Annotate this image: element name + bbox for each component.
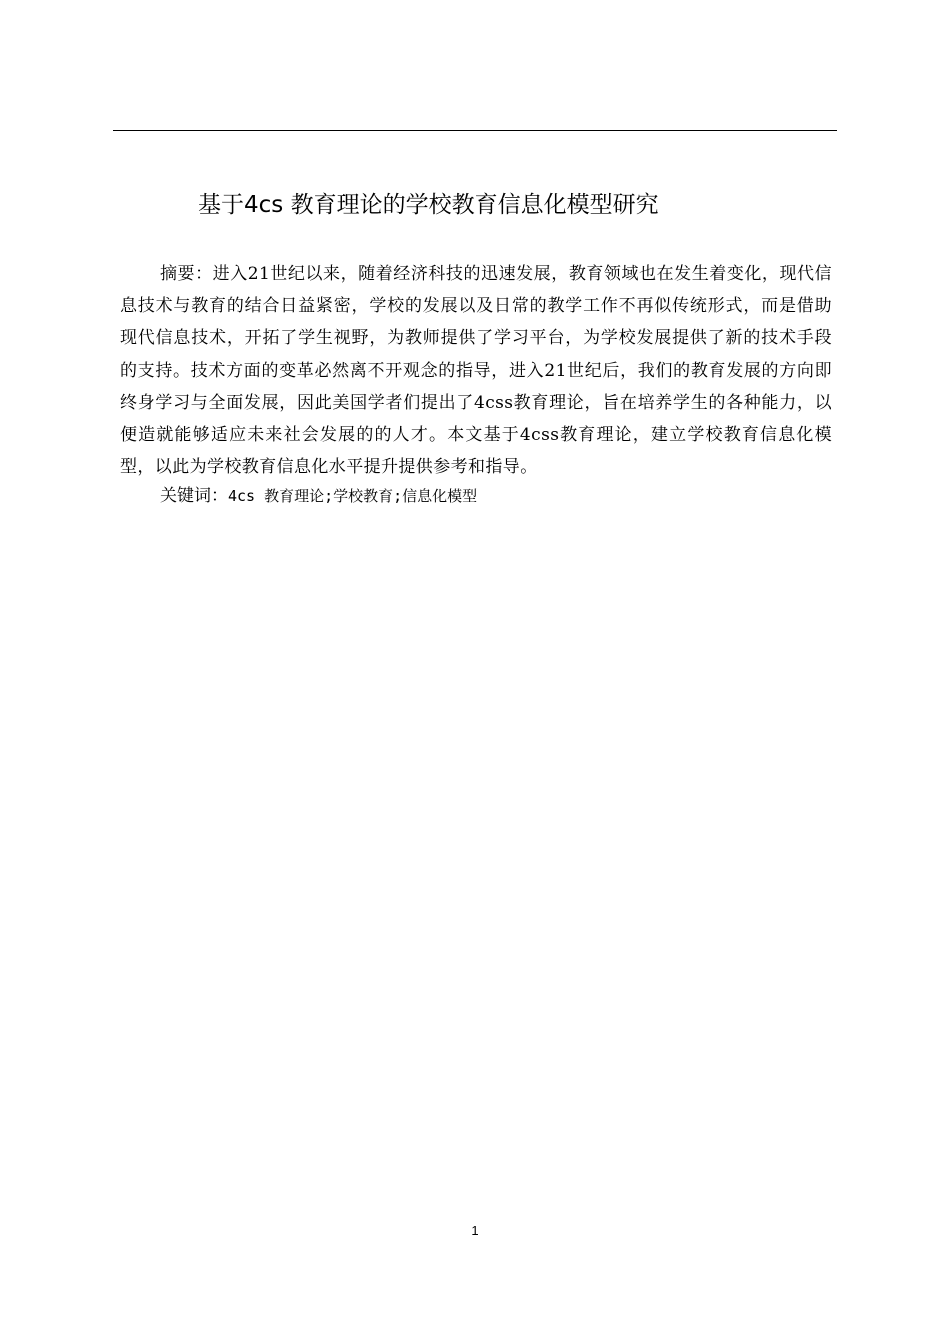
document-title: 基于4cs 教育理论的学校教育信息化模型研究 [198,192,659,218]
keywords-label: 关键词： [160,486,228,506]
abstract-label: 摘要： [160,264,213,284]
header-rule [113,130,837,131]
keywords-line [160,481,477,511]
abstract-text: 进入21世纪以来，随着经济科技的迅速发展，教育领域也在发生着变化，现代信息技术与教育的结合日益紧密，学校的发展以及日常的教学工作不再似传统形式，而是借助现代信息技术，开拓了学生视野，为教师提供了学习平台，为学校发展提供了新的技术手段的支持。技术方面的变革必然离不开观念的指导，进入21世纪后，我们的教育发展的方向即终身学习与全面发展，因此美国学者们提出了4css教育理论，旨在培养学生的各种能力，以便造就能够适应未来社会发展的的人才。本文基于4css教育理论，建立学校教育信息化模型，以此为学校教育信息化水平提升提供参考和指导。 [120,264,833,478]
keywords-text: 4cs 教育理论;学校教育;信息化模型 [228,487,478,505]
page-number: 1 [471,1223,479,1238]
abstract-paragraph [120,258,832,483]
